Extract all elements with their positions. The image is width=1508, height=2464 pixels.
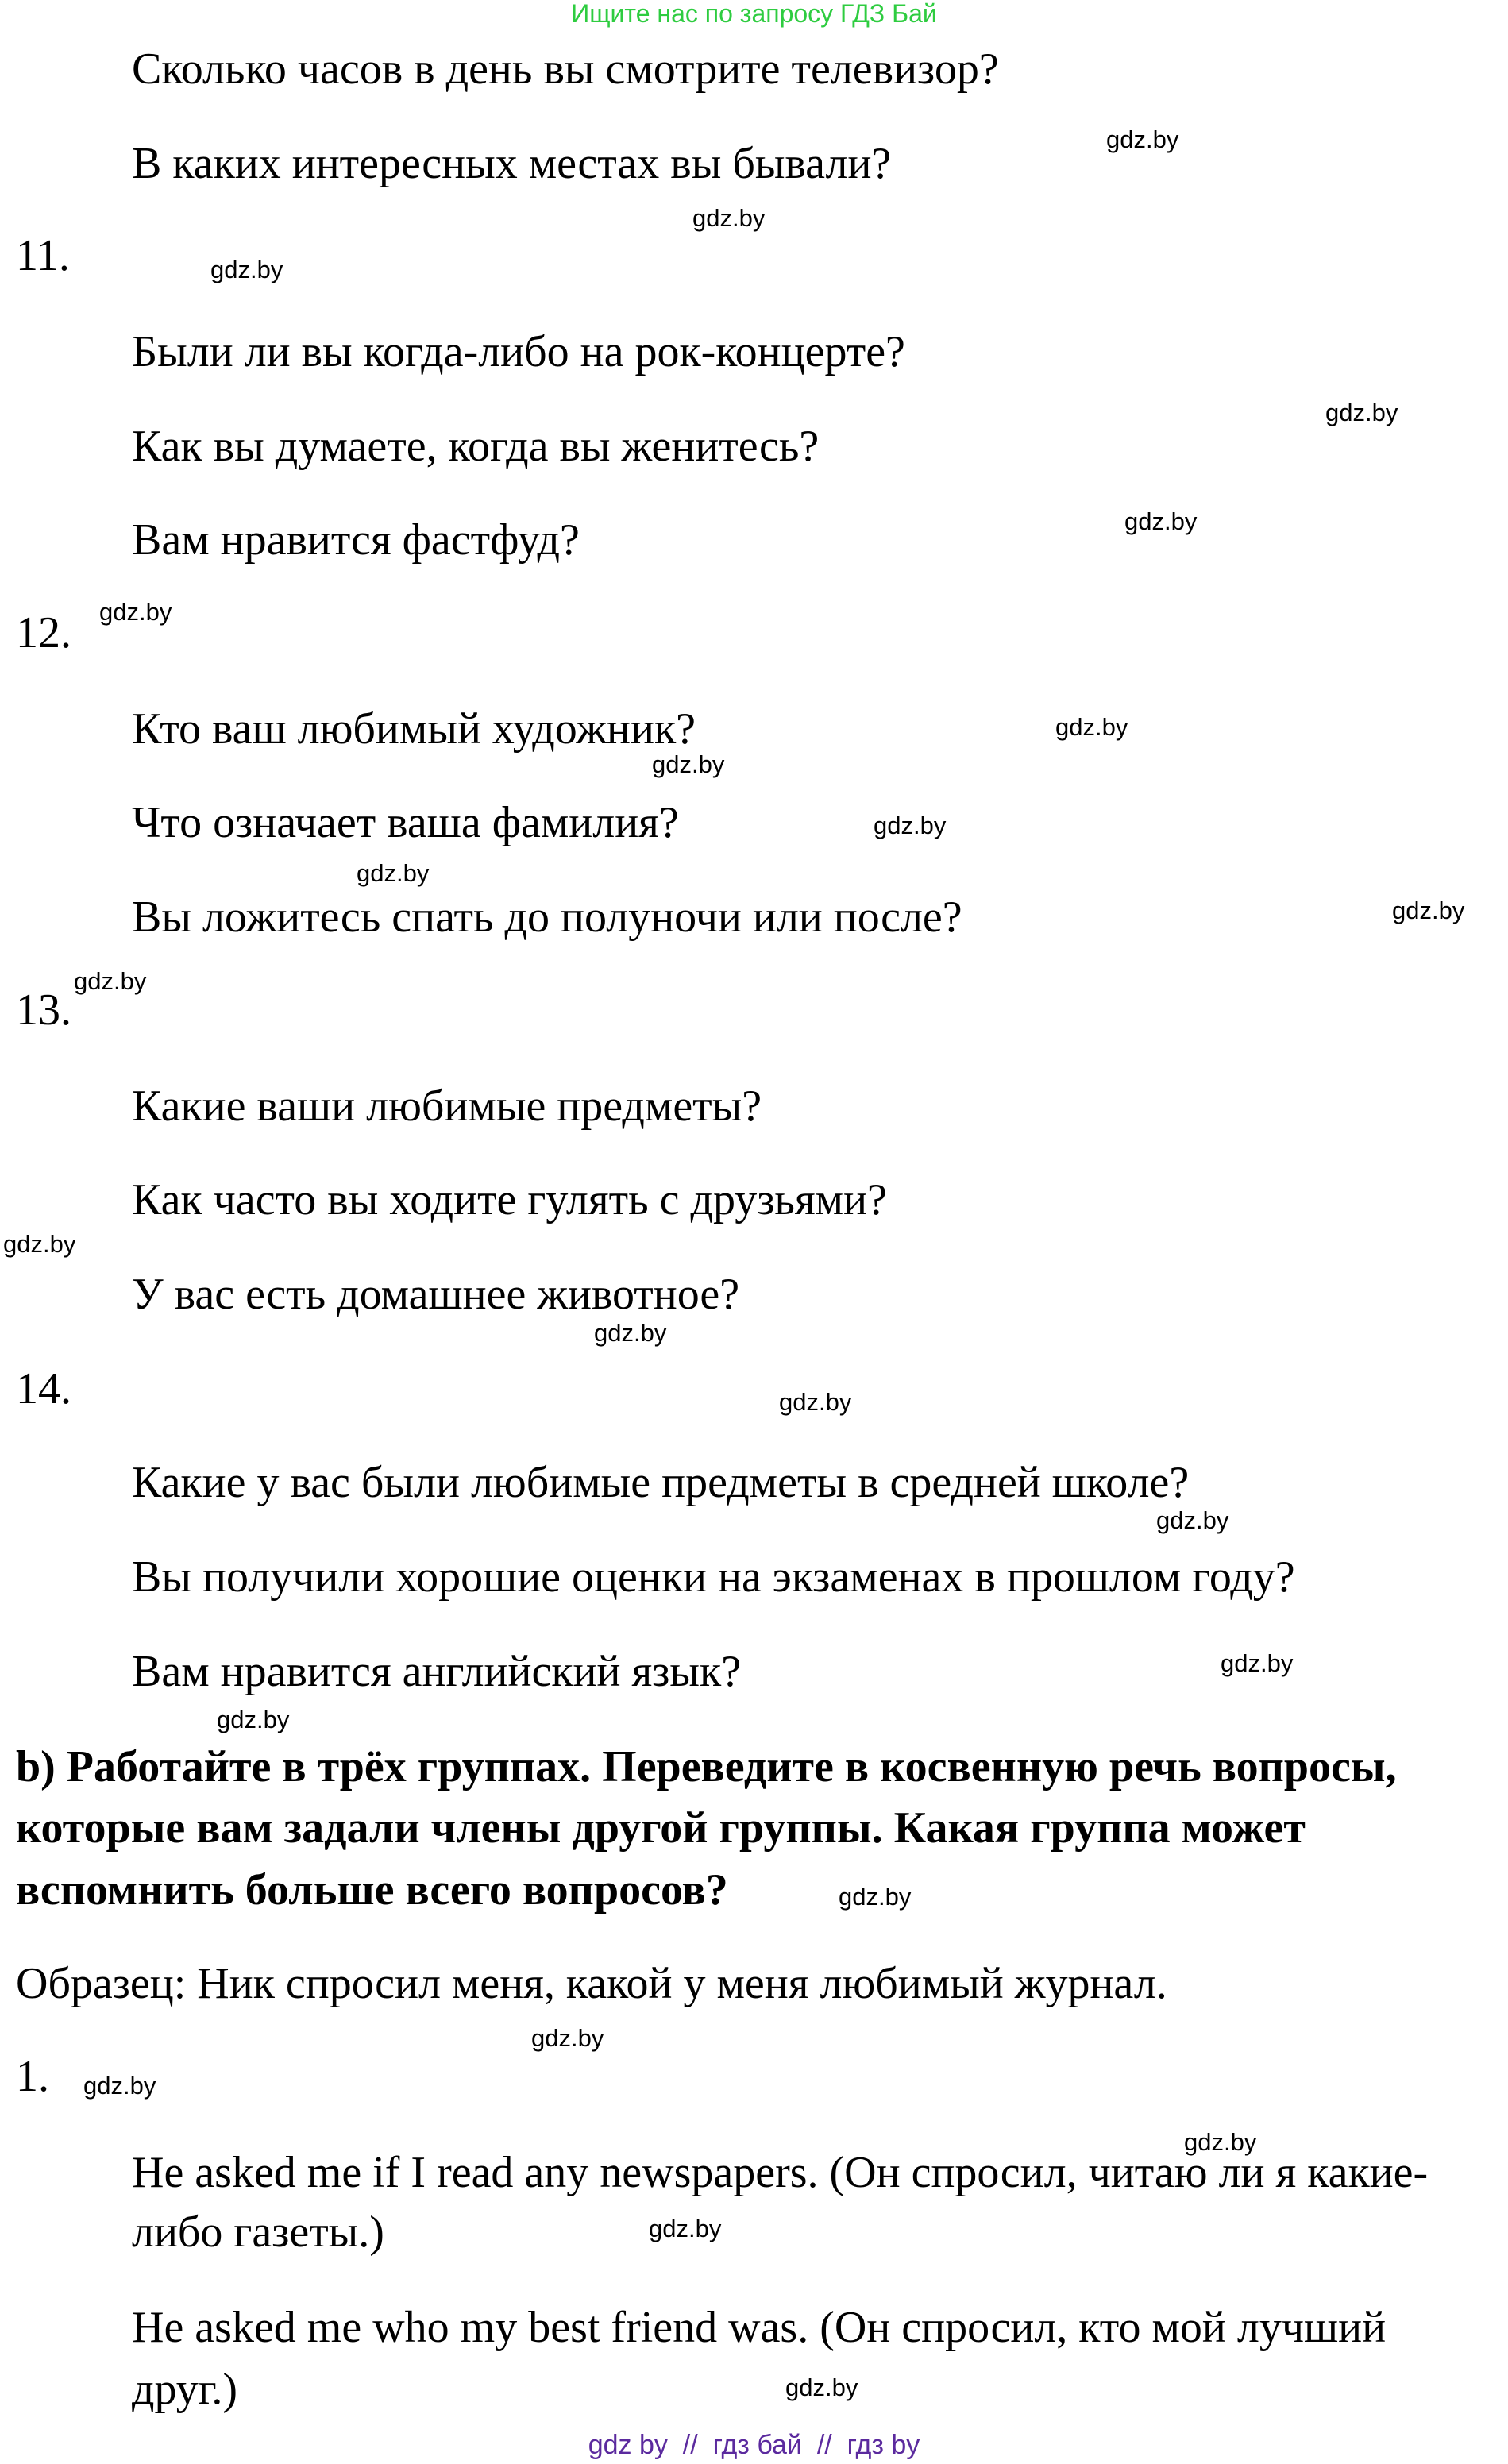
item-number: 11. [16,231,70,280]
footer-links[interactable]: gdz by // гдз бай // гдз by [588,2430,920,2460]
example-line: Образец: Ник спросил меня, какой у меня любимый журнал. [16,1959,1167,2008]
watermark: gdz.by [1055,713,1128,741]
watermark: gdz.by [779,1388,852,1416]
watermark: gdz.by [1392,897,1465,924]
question-line: Какие у вас были любимые предметы в средней школе? [132,1458,1190,1507]
question-line: Кто ваш любимый художник? [132,704,696,754]
watermark: gdz.by [785,2373,858,2401]
item-number: 14. [16,1364,71,1413]
watermark: gdz.by [83,2072,156,2100]
question-line: Как вы думаете, когда вы женитесь? [132,422,820,471]
answer-line: He asked me if I read any newspapers. (Он спросил, читаю ли я какие- [132,2148,1429,2197]
watermark: gdz.by [1184,2128,1257,2156]
watermark: gdz.by [210,256,283,283]
watermark: gdz.by [1106,125,1179,153]
question-line: Как часто вы ходите гулять с друзьями? [132,1175,887,1224]
watermark: gdz.by [3,1230,76,1258]
watermark: gdz.by [1124,507,1198,535]
question-line: Какие ваши любимые предметы? [132,1082,762,1131]
watermark: gdz.by [649,2215,722,2242]
question-line: Вам нравится английский язык? [132,1647,742,1696]
search-banner[interactable]: Ищите нас по запросу ГДЗ Бай [571,0,937,28]
item-number: 13. [16,985,71,1035]
question-line: Вы ложитесь спать до полуночи или после? [132,893,962,942]
question-line: У вас есть домашнее животное? [132,1270,740,1319]
task-b-instruction: вспомнить больше всего вопросов? [16,1865,728,1915]
watermark: gdz.by [692,204,766,232]
watermark: gdz.by [839,1883,912,1911]
answer-line: друг.) [132,2365,238,2414]
watermark: gdz.by [1221,1649,1294,1677]
watermark: gdz.by [357,859,430,887]
question-line: Вы получили хорошие оценки на экзаменах в прошлом году? [132,1552,1295,1602]
watermark: gdz.by [1156,1506,1229,1534]
answer-line: либо газеты.) [132,2208,384,2257]
question-line: Сколько часов в день вы смотрите телевизор? [132,44,999,94]
item-number: 12. [16,608,71,657]
answer-line: He asked me who my best friend was. (Он спросил, кто мой лучший [132,2303,1387,2352]
question-line: В каких интересных местах вы бывали? [132,139,892,188]
item-number: 1. [16,2052,49,2101]
question-line: Вам нравится фастфуд? [132,515,580,565]
watermark: gdz.by [1325,399,1398,426]
watermark: gdz.by [217,1706,290,1733]
watermark: gdz.by [874,812,947,839]
question-line: Были ли вы когда-либо на рок-концерте? [132,327,905,376]
task-b-instruction: b) Работайте в трёх группах. Переведите в косвенную речь вопросы, [16,1742,1397,1791]
watermark: gdz.by [99,598,172,626]
watermark: gdz.by [594,1319,667,1347]
watermark: gdz.by [74,967,147,995]
task-b-instruction: которые вам задали члены другой группы. Какая группа может [16,1803,1306,1853]
watermark: gdz.by [652,750,725,778]
question-line: Что означает ваша фамилия? [132,798,679,847]
watermark: gdz.by [531,2024,604,2052]
